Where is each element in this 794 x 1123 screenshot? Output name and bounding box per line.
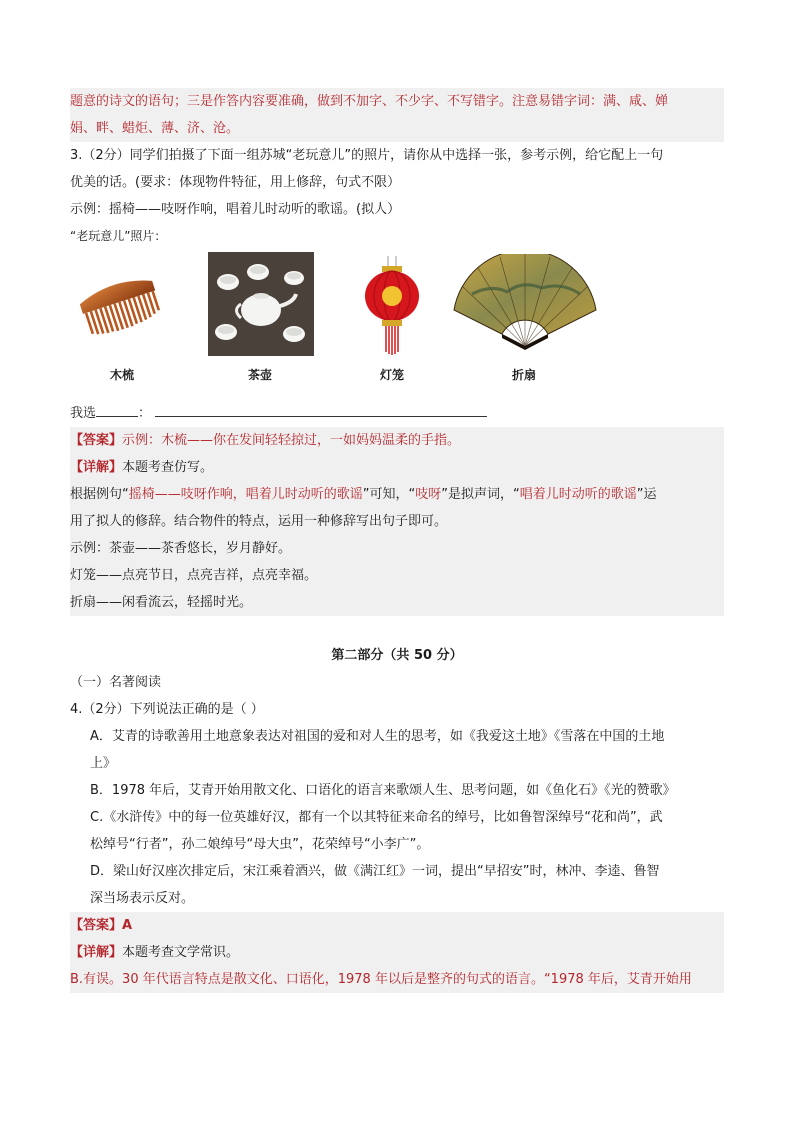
photo-row [70, 252, 724, 400]
photo-caption-teapot: 茶壶 [247, 368, 272, 382]
lantern-photo [362, 256, 422, 356]
comb-icon [76, 270, 164, 340]
detail-4: 【详解】本题考查文学常识。 [70, 939, 724, 966]
photo-label: “老玩意儿”照片： [70, 229, 167, 243]
answer-4-text: A [122, 918, 133, 933]
comb-photo [76, 270, 164, 340]
photo-caption-fan: 折扇 [511, 368, 536, 382]
example-2: 灯笼——点亮节日，点亮吉祥，点亮幸福。 [70, 562, 724, 589]
analysis-3-line-2: 用了拟人的修辞。结合物件的特点，运用一种修辞写出句子即可。 [70, 508, 724, 535]
option-d-line-1: D．梁山好汉座次排定后，宋江乘着酒兴，做《满江红》一词，提出“早招安”时，林冲、李逵、鲁智 [90, 864, 660, 879]
prev-detail-line-2: 娟、畔、蜡炬、薄、济、沧。 [70, 115, 724, 142]
teapot-icon [208, 252, 314, 356]
subsection-title: （一）名著阅读 [70, 675, 162, 690]
detail-text: 本题考查仿写。 [122, 460, 214, 475]
option-c-line-2: 松绰号“行者”，孙二娘绰号“母大虫”，花荣绰号“小李广”。 [90, 837, 430, 852]
fan-icon [452, 254, 598, 352]
document-page [70, 88, 724, 993]
choice-blank[interactable] [96, 400, 138, 417]
detail-3 [70, 454, 724, 481]
option-a-line-1: A．艾青的诗歌善用土地意象表达对祖国的爱和对人生的思考，如《我爱这土地》《雪落在中国的土地 [90, 729, 665, 744]
section-title: 第二部分（共 50 分） [331, 648, 463, 663]
answer-4: 【答案】A [70, 912, 724, 939]
option-a-line-2: 上》 [90, 756, 117, 771]
photo-caption-comb: 木梳 [109, 368, 134, 382]
question-3-example: 示例：摇椅——吱呀作响，唱着儿时动听的歌谣。(拟人） [70, 202, 401, 217]
analysis-3-line-1: 根据例句“摇椅——吱呀作响，唱着儿时动听的歌谣”可知，“吱呀”是拟声词，“唱着儿时动听的歌谣”运 [70, 481, 724, 508]
teapot-photo [208, 252, 314, 356]
answer-blank-line: 我选 ： [70, 400, 724, 427]
question-3-line-2: 优美的话。(要求：体现物件特征，用上修辞，句式不限） [70, 175, 401, 190]
lantern-icon [362, 256, 422, 356]
choose-label: 我选 [70, 406, 97, 421]
option-d-line-2: 深当场表示反对。 [90, 891, 195, 906]
example-3: 折扇——闲看流云，轻摇时光。 [70, 589, 724, 616]
question-3-line-1: 3.（2分）同学们拍摄了下面一组苏城“老玩意儿”的照片，请你从中选择一张，参考示例，给它配上一句 [70, 148, 664, 163]
fan-photo [452, 254, 598, 352]
option-c-line-1: C.《水浒传》中的每一位英雄好汉，都有一个以其特征来命名的绰号，比如鲁智深绰号“花和尚”，武 [90, 810, 663, 825]
answer-tag: 【答案】 [70, 433, 123, 448]
example-1: 示例：茶壶——茶香悠长，岁月静好。 [70, 535, 724, 562]
sentence-blank[interactable] [155, 400, 487, 417]
prev-detail-line-1: 题意的诗文的语句；三是作答内容要准确，做到不加字、不少字、不写错字。注意易错字词：满、咸、婵 [70, 88, 724, 115]
detail-4-analysis: B.有误。30 年代语言特点是散文化、口语化，1978 年以后是整齐的句式的语言。“1978 年后，艾青开始用 [70, 966, 724, 993]
question-4: 4.（2分）下列说法正确的是（ ） [70, 702, 264, 717]
photo-caption-lantern: 灯笼 [379, 368, 404, 382]
option-b: B．1978 年后，艾青开始用散文化、口语化的语言来歌颂人生、思考问题，如《鱼化石》《光的赞歌》 [90, 783, 676, 798]
answer-3 [70, 427, 724, 454]
answer-text: 示例：木梳——你在发间轻轻掠过，一如妈妈温柔的手指。 [122, 433, 461, 448]
detail-tag: 【详解】 [70, 460, 123, 475]
